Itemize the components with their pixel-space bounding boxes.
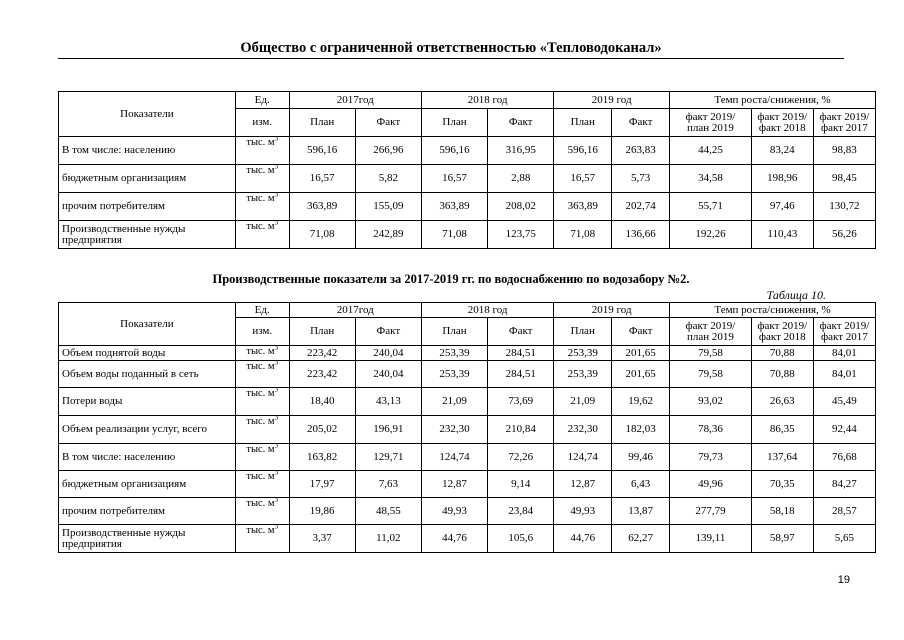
unit-superscript: 3 (274, 164, 279, 171)
header-plan: План (421, 109, 487, 137)
unit-superscript: 3 (274, 415, 279, 422)
table-cell: 79,73 (670, 444, 752, 471)
table-cell: 26,63 (751, 388, 813, 416)
header-fact: Факт (488, 318, 554, 346)
table-row (59, 471, 876, 498)
header-year-2019: 2019 год (554, 92, 670, 109)
unit-superscript: 3 (274, 470, 279, 477)
row-unit (235, 221, 289, 249)
table-cell: 83,24 (751, 137, 813, 165)
table-cell: 86,35 (751, 416, 813, 444)
row-unit (235, 416, 289, 444)
table-cell: 253,39 (554, 346, 612, 361)
table-row (59, 165, 876, 193)
table-cell: 84,01 (813, 346, 875, 361)
table-cell: 223,42 (289, 361, 355, 388)
unit-text: тыс. м (246, 471, 275, 482)
header-indicators: Показатели (59, 303, 236, 346)
unit-text: тыс. м (246, 498, 275, 509)
table-cell: 596,16 (289, 137, 355, 165)
table-cell: 71,08 (289, 221, 355, 249)
unit-superscript: 3 (274, 443, 279, 450)
table-cell: 44,25 (670, 137, 752, 165)
table-cell: 6,43 (612, 471, 670, 498)
table-cell: 70,88 (751, 361, 813, 388)
table-row (59, 346, 876, 361)
header-growth-rate: Темп роста/снижения, % (670, 303, 876, 318)
header-plan: План (289, 109, 355, 137)
unit-text: тыс. м (246, 221, 275, 232)
table-cell: 34,58 (670, 165, 752, 193)
table-cell: 316,95 (488, 137, 554, 165)
table-cell: 72,26 (488, 444, 554, 471)
table-cell: 363,89 (554, 193, 612, 221)
table-cell: 240,04 (355, 346, 421, 361)
table-cell: 208,02 (488, 193, 554, 221)
header-fact: Факт (355, 109, 421, 137)
header-unit-top: Ед. (235, 303, 289, 318)
table-row (59, 221, 876, 249)
table-cell: 19,62 (612, 388, 670, 416)
table-cell: 139,11 (670, 525, 752, 553)
row-label: прочим потребителям (59, 193, 236, 221)
table-cell: 7,63 (355, 471, 421, 498)
table-cell: 55,71 (670, 193, 752, 221)
table-cell: 18,40 (289, 388, 355, 416)
header-fact: Факт (612, 318, 670, 346)
table-cell: 13,87 (612, 498, 670, 525)
unit-superscript: 3 (274, 387, 279, 394)
row-label: Объем поднятой воды (59, 346, 236, 361)
header-year-2017: 2017год (289, 92, 421, 109)
table-cell: 5,82 (355, 165, 421, 193)
table-cell: 21,09 (554, 388, 612, 416)
table-cell: 58,18 (751, 498, 813, 525)
table-cell: 71,08 (554, 221, 612, 249)
table-cell: 12,87 (421, 471, 487, 498)
table-cell: 5,65 (813, 525, 875, 553)
header-year-2018: 2018 год (421, 303, 553, 318)
row-label: Объем воды поданный в сеть (59, 361, 236, 388)
table-row (59, 193, 876, 221)
table-cell: 2,88 (488, 165, 554, 193)
table-cell: 73,69 (488, 388, 554, 416)
table-cell: 155,09 (355, 193, 421, 221)
table-cell: 130,72 (813, 193, 875, 221)
header-year-2018: 2018 год (421, 92, 553, 109)
row-label: В том числе: населению (59, 137, 236, 165)
row-unit (235, 388, 289, 416)
row-unit (235, 444, 289, 471)
row-unit (235, 471, 289, 498)
unit-text: тыс. м (246, 361, 275, 372)
row-label: В том числе: населению (59, 444, 236, 471)
table-cell: 19,86 (289, 498, 355, 525)
row-unit (235, 361, 289, 388)
table-row (59, 361, 876, 388)
table-cell: 196,91 (355, 416, 421, 444)
table-cell: 198,96 (751, 165, 813, 193)
table-cell: 232,30 (554, 416, 612, 444)
table-cell: 11,02 (355, 525, 421, 553)
table-cell: 284,51 (488, 346, 554, 361)
table-cell: 253,39 (421, 361, 487, 388)
table2-body (59, 346, 876, 553)
row-label: бюджетным организациям (59, 471, 236, 498)
table-cell: 43,13 (355, 388, 421, 416)
table-cell: 202,74 (612, 193, 670, 221)
header-indicators: Показатели (59, 92, 236, 137)
unit-text: тыс. м (246, 165, 275, 176)
table-cell: 98,83 (813, 137, 875, 165)
header-plan: План (554, 318, 612, 346)
header-fact: Факт (488, 109, 554, 137)
table-cell: 84,27 (813, 471, 875, 498)
table-cell: 284,51 (488, 361, 554, 388)
table-cell: 266,96 (355, 137, 421, 165)
table-cell: 163,82 (289, 444, 355, 471)
table-cell: 79,58 (670, 346, 752, 361)
table-cell: 263,83 (612, 137, 670, 165)
table-cell: 58,97 (751, 525, 813, 553)
table-cell: 84,01 (813, 361, 875, 388)
table-cell: 596,16 (421, 137, 487, 165)
table-cell: 16,57 (421, 165, 487, 193)
table-cell: 253,39 (421, 346, 487, 361)
table-number: Таблица 10. (766, 288, 826, 302)
table-cell: 124,74 (554, 444, 612, 471)
table-cell: 78,36 (670, 416, 752, 444)
header-rule (58, 58, 844, 59)
header-year-2019: 2019 год (554, 303, 670, 318)
table-cell: 56,26 (813, 221, 875, 249)
page-number: 19 (837, 574, 850, 586)
header-unit-bottom: изм. (235, 109, 289, 137)
row-unit (235, 193, 289, 221)
table-cell: 242,89 (355, 221, 421, 249)
unit-text: тыс. м (246, 193, 275, 204)
table-cell: 71,08 (421, 221, 487, 249)
unit-superscript: 3 (274, 192, 279, 199)
row-label: Производственные нужды предприятия (59, 221, 236, 249)
table-cell: 97,46 (751, 193, 813, 221)
table-cell: 232,30 (421, 416, 487, 444)
table-row (59, 498, 876, 525)
table-cell: 93,02 (670, 388, 752, 416)
table-cell: 70,88 (751, 346, 813, 361)
table-caption: Производственные показатели за 2017-2019 гг. по водоснабжению по водозабору №2. (212, 272, 690, 286)
header-growth-rate: Темп роста/снижения, % (670, 92, 876, 109)
row-label: Объем реализации услуг, всего (59, 416, 236, 444)
table-cell: 105,6 (488, 525, 554, 553)
table-cell: 363,89 (289, 193, 355, 221)
row-label: Потери воды (59, 388, 236, 416)
header-unit-top: Ед. (235, 92, 289, 109)
table-cell: 596,16 (554, 137, 612, 165)
table-cell: 201,65 (612, 346, 670, 361)
table-cell: 123,75 (488, 221, 554, 249)
table-cell: 98,45 (813, 165, 875, 193)
table-cell: 223,42 (289, 346, 355, 361)
table-cell: 136,66 (612, 221, 670, 249)
table-cell: 44,76 (421, 525, 487, 553)
header-year-2017: 2017год (289, 303, 421, 318)
table1-body (59, 137, 876, 249)
table-row (59, 137, 876, 165)
table-cell: 28,57 (813, 498, 875, 525)
table-cell: 253,39 (554, 361, 612, 388)
table-cell: 62,27 (612, 525, 670, 553)
table-cell: 49,96 (670, 471, 752, 498)
header-fact: Факт (355, 318, 421, 346)
table-cell: 3,37 (289, 525, 355, 553)
table-cell: 23,84 (488, 498, 554, 525)
table-cell: 16,57 (554, 165, 612, 193)
unit-superscript: 3 (274, 497, 279, 504)
table-cell: 277,79 (670, 498, 752, 525)
table-cell: 48,55 (355, 498, 421, 525)
indicators-table-2 (58, 302, 876, 553)
table-cell: 17,97 (289, 471, 355, 498)
table-cell: 192,26 (670, 221, 752, 249)
company-header: Общество с ограниченной ответственностью «Тепловодоканал» (240, 40, 662, 56)
table-cell: 45,49 (813, 388, 875, 416)
table-cell: 240,04 (355, 361, 421, 388)
unit-text: тыс. м (246, 525, 275, 536)
table-cell: 76,68 (813, 444, 875, 471)
header-fact: Факт (612, 109, 670, 137)
table-row (59, 525, 876, 553)
row-unit (235, 498, 289, 525)
header-ratio-fact-2017: факт 2019/ факт 2017 (813, 109, 875, 137)
row-unit (235, 525, 289, 553)
table-cell: 9,14 (488, 471, 554, 498)
table-cell: 92,44 (813, 416, 875, 444)
row-unit (235, 165, 289, 193)
header-plan: План (289, 318, 355, 346)
header-ratio-fact-2018: факт 2019/ факт 2018 (751, 318, 813, 346)
table-cell: 70,35 (751, 471, 813, 498)
table-row (59, 388, 876, 416)
table-cell: 5,73 (612, 165, 670, 193)
table-cell: 137,64 (751, 444, 813, 471)
row-label: прочим потребителям (59, 498, 236, 525)
table-cell: 21,09 (421, 388, 487, 416)
unit-superscript: 3 (274, 524, 279, 531)
unit-text: тыс. м (246, 346, 275, 357)
unit-text: тыс. м (246, 416, 275, 427)
unit-superscript: 3 (274, 345, 279, 352)
table-cell: 12,87 (554, 471, 612, 498)
unit-superscript: 3 (274, 136, 279, 143)
table-row (59, 416, 876, 444)
header-ratio-plan-2019: факт 2019/ план 2019 (670, 318, 752, 346)
header-ratio-plan-2019: факт 2019/ план 2019 (670, 109, 752, 137)
table-cell: 201,65 (612, 361, 670, 388)
table-cell: 124,74 (421, 444, 487, 471)
table-cell: 99,46 (612, 444, 670, 471)
table-cell: 210,84 (488, 416, 554, 444)
row-unit (235, 346, 289, 361)
table-cell: 182,03 (612, 416, 670, 444)
table-cell: 44,76 (554, 525, 612, 553)
table-cell: 205,02 (289, 416, 355, 444)
row-unit (235, 137, 289, 165)
table-cell: 79,58 (670, 361, 752, 388)
table-cell: 363,89 (421, 193, 487, 221)
table-row (59, 444, 876, 471)
unit-text: тыс. м (246, 444, 275, 455)
indicators-table-1 (58, 91, 876, 249)
table-cell: 129,71 (355, 444, 421, 471)
table-cell: 49,93 (554, 498, 612, 525)
unit-text: тыс. м (246, 137, 275, 148)
header-ratio-fact-2018: факт 2019/ факт 2018 (751, 109, 813, 137)
table-cell: 16,57 (289, 165, 355, 193)
row-label: бюджетным организациям (59, 165, 236, 193)
table-cell: 110,43 (751, 221, 813, 249)
unit-text: тыс. м (246, 388, 275, 399)
table-cell: 49,93 (421, 498, 487, 525)
header-ratio-fact-2017: факт 2019/ факт 2017 (813, 318, 875, 346)
unit-superscript: 3 (274, 220, 279, 227)
header-plan: План (421, 318, 487, 346)
header-unit-bottom: изм. (235, 318, 289, 346)
header-plan: План (554, 109, 612, 137)
unit-superscript: 3 (274, 360, 279, 367)
row-label: Производственные нужды предприятия (59, 525, 236, 553)
